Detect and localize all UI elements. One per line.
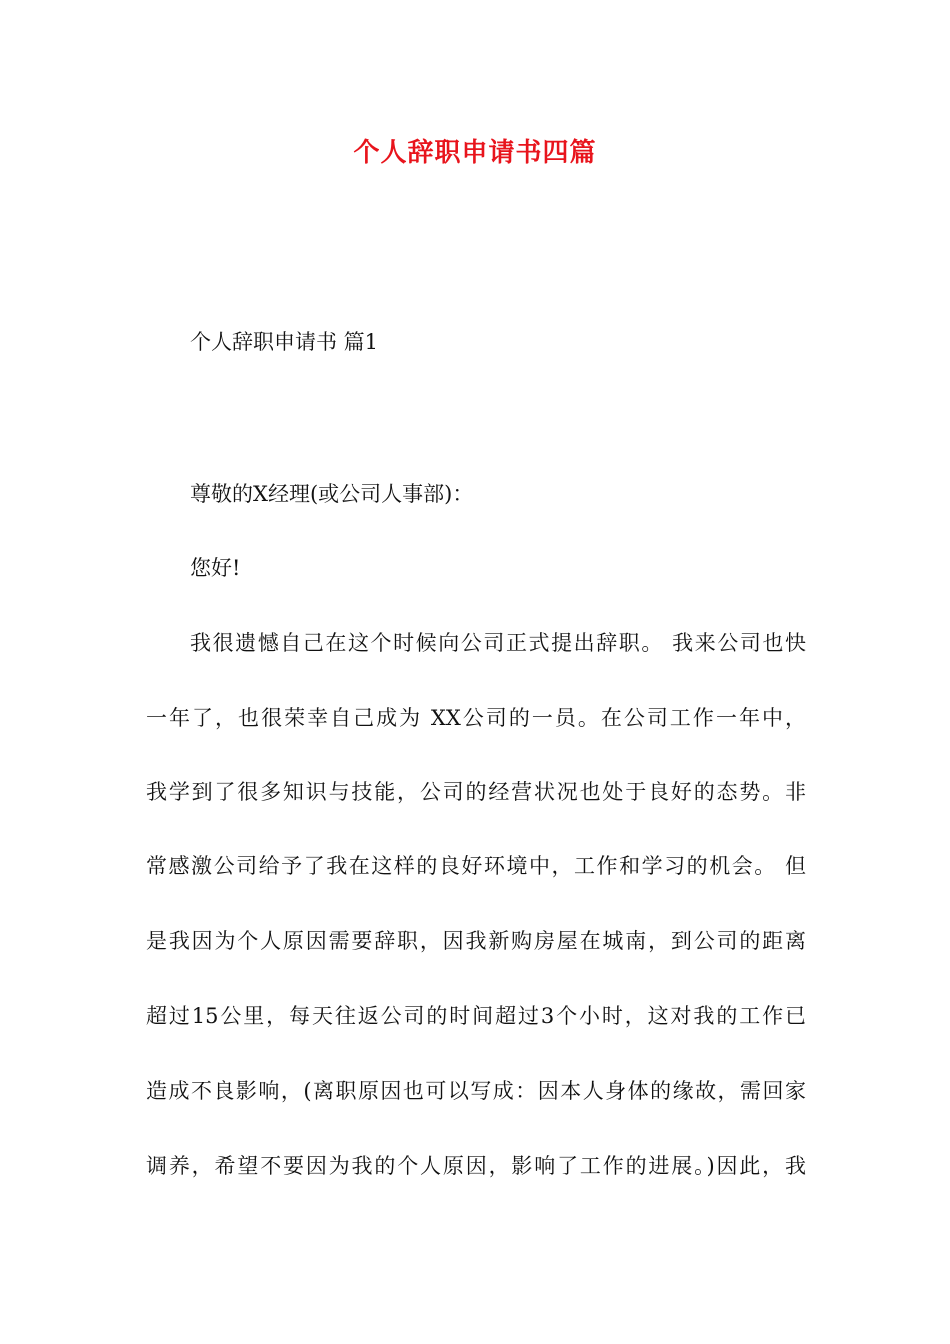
body-line: 造成不良影响，(离职原因也可以写成：因本人身体的缘故，需回家	[146, 1079, 806, 1103]
body-line: 超过15公里，每天往返公司的时间超过3个小时，这对我的工作已	[146, 1004, 806, 1028]
body-line: 我学到了很多知识与技能，公司的经营状况也处于良好的态势。非	[146, 780, 806, 804]
greeting: 您好!	[190, 556, 241, 580]
body-line: 调养，希望不要因为我的个人原因，影响了工作的进展。)因此，我	[146, 1154, 806, 1178]
body-line: 常感激公司给予了我在这样的良好环境中，工作和学习的机会。 但	[146, 854, 806, 878]
body-line: 我很遗憾自己在这个时候向公司正式提出辞职。 我来公司也快	[190, 631, 806, 655]
body-line: 一年了，也很荣幸自己成为 XX公司的一员。在公司工作一年中，	[146, 706, 806, 730]
body-line: 是我因为个人原因需要辞职，因我新购房屋在城南，到公司的距离	[146, 929, 806, 953]
document-title: 个人辞职申请书四篇	[353, 138, 597, 168]
salutation: 尊敬的X经理(或公司人事部)：	[190, 482, 474, 506]
section-heading: 个人辞职申请书 篇1	[190, 330, 379, 354]
